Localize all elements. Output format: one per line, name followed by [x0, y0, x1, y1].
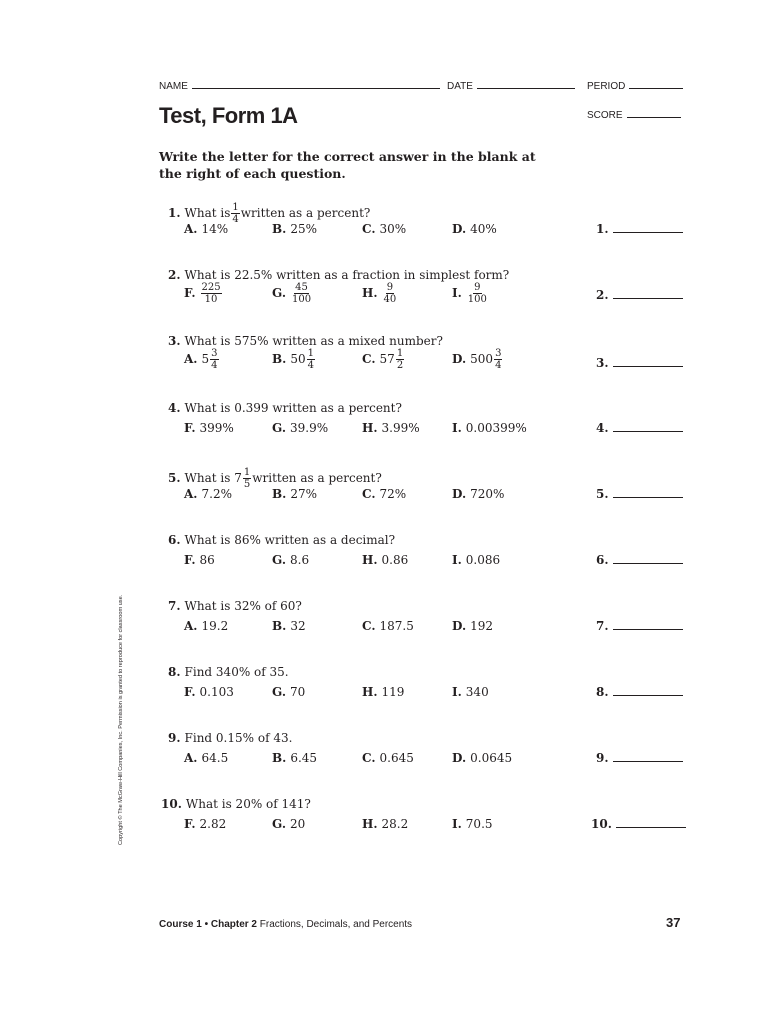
answer-choice	[272, 685, 305, 699]
answer-choice	[452, 348, 503, 371]
answer-choice	[272, 348, 316, 371]
choice-value: 25%	[290, 222, 317, 236]
choice-value: 27%	[290, 487, 317, 501]
question-text: What is 22.5% written as a fraction in simplest form?	[184, 268, 510, 282]
choice-letter: B.	[272, 487, 287, 501]
choice-letter: I.	[452, 286, 462, 300]
choice-value: 7.2%	[201, 487, 232, 501]
choice-value: 399%	[199, 421, 234, 435]
choice-letter: G.	[272, 421, 286, 435]
question-fraction	[243, 467, 251, 490]
question-number: 8.	[168, 665, 181, 679]
choice-letter: C.	[362, 751, 376, 765]
question-text-end: written as a percent?	[252, 471, 382, 485]
question-stem	[168, 401, 402, 415]
choice-letter: D.	[452, 487, 467, 501]
answer-choice	[272, 487, 317, 501]
answer-blank-number: 4.	[596, 421, 609, 435]
answer-choice	[362, 685, 404, 699]
question-text: What is 575% written as a mixed number?	[184, 334, 443, 348]
answer-line[interactable]	[613, 288, 683, 299]
fraction-numerator: 1	[307, 348, 314, 359]
choice-value: 8.6	[290, 553, 310, 567]
question-stem	[168, 665, 289, 679]
choice-letter: H.	[362, 817, 378, 831]
answer-choice	[452, 751, 512, 765]
answer-blank[interactable]	[596, 751, 683, 765]
question-4	[0, 401, 770, 451]
choice-letter: G.	[272, 685, 286, 699]
name-field[interactable]	[159, 80, 440, 92]
answer-choice	[184, 817, 226, 831]
choice-whole: 500	[470, 352, 494, 366]
answer-line[interactable]	[613, 421, 683, 432]
answer-choice	[272, 553, 309, 567]
choice-value: 14%	[201, 222, 229, 236]
question-stem	[168, 334, 443, 348]
choice-value: 0.103	[199, 685, 234, 699]
choice-letter: H.	[362, 421, 378, 435]
choice-value: 3.99%	[381, 421, 420, 435]
date-label: DATE	[447, 81, 473, 92]
question-1	[0, 202, 770, 252]
choice-letter: H.	[362, 286, 378, 300]
answer-choice	[362, 222, 406, 236]
question-10	[0, 797, 770, 847]
fraction-numerator: 1	[232, 202, 239, 213]
answer-choice	[362, 751, 414, 765]
answer-choice	[362, 487, 406, 501]
choice-letter: I.	[452, 817, 462, 831]
fraction-numerator: 45	[295, 282, 308, 293]
choice-letter: G.	[272, 286, 286, 300]
choice-letter: D.	[452, 222, 467, 236]
answer-choice	[272, 282, 313, 305]
choice-letter: F.	[184, 421, 196, 435]
choice-letter: A.	[184, 222, 198, 236]
choice-value: 0.0645	[470, 751, 513, 765]
fraction-numerator: 9	[386, 282, 394, 293]
answer-blank-number: 6.	[596, 553, 609, 567]
period-label: PERIOD	[587, 81, 626, 92]
answer-choice	[452, 487, 504, 501]
answer-blank[interactable]	[596, 619, 683, 633]
answer-choice	[452, 553, 500, 567]
question-number: 9.	[168, 731, 181, 745]
fraction-denominator: 4	[495, 360, 502, 371]
answer-choice	[184, 487, 232, 501]
answer-choice	[272, 817, 305, 831]
choice-value: 0.645	[379, 751, 414, 765]
choice-letter: F.	[184, 553, 196, 567]
choice-letter: C.	[362, 352, 376, 366]
choice-value: 32	[290, 619, 306, 633]
question-3	[0, 334, 770, 384]
question-stem	[161, 797, 311, 811]
answer-choice	[184, 348, 220, 371]
choice-fraction	[494, 348, 502, 371]
footer-chapter: Chapter 2	[210, 919, 257, 930]
question-fraction	[231, 202, 239, 225]
fraction-numerator: 1	[243, 467, 251, 478]
answer-choice	[362, 282, 398, 305]
choice-letter: D.	[452, 619, 467, 633]
fraction-denominator: 5	[243, 479, 251, 490]
answer-line[interactable]	[613, 619, 683, 630]
choice-letter: F.	[184, 286, 196, 300]
date-blank[interactable]	[477, 80, 575, 89]
answer-blank-number: 9.	[596, 751, 609, 765]
choice-whole: 50	[290, 352, 306, 366]
name-label: NAME	[159, 81, 188, 92]
question-text-end: written as a percent?	[240, 206, 371, 220]
question-5	[0, 467, 770, 517]
answer-choice	[362, 553, 408, 567]
choice-letter: C.	[362, 487, 376, 501]
choice-letter: A.	[184, 751, 198, 765]
choice-letter: F.	[184, 685, 196, 699]
choice-whole: 57	[379, 352, 395, 366]
choice-value: 20	[290, 817, 306, 831]
choice-whole: 5	[201, 352, 210, 366]
choice-fraction	[383, 282, 398, 305]
fraction-denominator: 2	[396, 360, 404, 371]
choice-fraction	[396, 348, 404, 371]
choice-letter: C.	[362, 222, 376, 236]
question-number: 4.	[168, 401, 181, 415]
choice-letter: G.	[272, 553, 286, 567]
question-text: What is 20% of 141?	[185, 797, 311, 811]
choice-value: 30%	[379, 222, 407, 236]
choice-value: 70	[290, 685, 306, 699]
question-text: What is 32% of 60?	[184, 599, 302, 613]
question-text: Find 0.15% of 43.	[184, 731, 293, 745]
answer-blank-number: 5.	[596, 487, 609, 501]
date-field[interactable]	[447, 80, 575, 92]
fraction-numerator: 3	[211, 348, 218, 359]
question-number: 5.	[168, 471, 181, 485]
choice-letter: H.	[362, 553, 378, 567]
question-number: 10.	[161, 797, 182, 811]
choice-value: 6.45	[290, 751, 318, 765]
score-field[interactable]	[587, 109, 681, 121]
answer-blank[interactable]	[596, 356, 683, 370]
answer-line[interactable]	[613, 751, 683, 762]
choice-value: 0.86	[381, 553, 409, 567]
choice-letter: H.	[362, 685, 378, 699]
choice-letter: G.	[272, 817, 286, 831]
choice-value: 0.00399%	[465, 421, 527, 435]
choice-letter: A.	[184, 352, 198, 366]
question-text: What is 7	[184, 471, 242, 485]
fraction-denominator: 100	[467, 294, 487, 305]
answer-choice	[452, 685, 489, 699]
answer-line[interactable]	[613, 553, 683, 564]
answer-choice	[184, 421, 234, 435]
answer-blank-number: 10.	[591, 817, 612, 831]
instructions: Write the letter for the correct answer in the blank at the right of each question.	[159, 149, 536, 181]
answer-choice	[452, 421, 527, 435]
choice-value: 40%	[470, 222, 497, 236]
fraction-numerator: 225	[201, 282, 221, 293]
page-title: Test, Form 1A	[159, 103, 298, 128]
choice-value: 70.5	[465, 817, 493, 831]
answer-blank[interactable]	[596, 487, 683, 501]
question-stem	[168, 599, 302, 613]
answer-blank[interactable]	[596, 288, 683, 302]
choice-value: 0.086	[465, 553, 501, 567]
fraction-denominator: 40	[383, 294, 397, 305]
question-number: 2.	[168, 268, 181, 282]
choice-letter: B.	[272, 222, 287, 236]
footer	[159, 919, 412, 930]
answer-line[interactable]	[613, 222, 683, 233]
fraction-numerator: 1	[396, 348, 404, 359]
choice-value: 187.5	[379, 619, 414, 633]
choice-fraction	[210, 348, 218, 371]
choice-fraction	[291, 282, 312, 305]
footer-course: Course 1	[159, 919, 202, 930]
question-number: 1.	[168, 206, 181, 220]
choice-letter: D.	[452, 352, 467, 366]
choice-fraction	[467, 282, 488, 305]
choice-letter: B.	[272, 751, 287, 765]
score-blank[interactable]	[627, 109, 681, 118]
answer-choice	[362, 421, 420, 435]
choice-value: 19.2	[201, 619, 229, 633]
answer-blank[interactable]	[591, 817, 686, 831]
footer-subject: Fractions, Decimals, and Percents	[259, 919, 413, 930]
answer-blank[interactable]	[596, 553, 683, 567]
question-text: What is	[184, 206, 231, 220]
answer-blank-number: 7.	[596, 619, 609, 633]
answer-choice	[272, 751, 317, 765]
choice-value: 86	[199, 553, 215, 567]
choice-value: 340	[465, 685, 489, 699]
answer-line[interactable]	[613, 487, 683, 498]
score-label: SCORE	[587, 110, 623, 121]
choice-letter: D.	[452, 751, 467, 765]
fraction-denominator: 10	[204, 294, 218, 305]
fraction-denominator: 4	[211, 360, 218, 371]
choice-value: 2.82	[199, 817, 227, 831]
answer-choice	[272, 421, 328, 435]
copyright-notice: Copyright © The McGraw-Hill Companies, Inc. Permission is granted to reproduce for classroom use.	[118, 594, 124, 845]
choice-letter: I.	[452, 421, 462, 435]
question-2	[0, 268, 770, 318]
footer-bullet: •	[204, 919, 209, 930]
answer-blank-number: 2.	[596, 288, 609, 302]
question-number: 6.	[168, 533, 181, 547]
answer-choice	[362, 619, 414, 633]
answer-choice	[452, 619, 493, 633]
answer-line[interactable]	[616, 817, 686, 828]
fraction-denominator: 4	[307, 360, 314, 371]
question-stem	[168, 533, 395, 547]
answer-choice	[184, 222, 228, 236]
choice-letter: I.	[452, 553, 462, 567]
answer-blank[interactable]	[596, 421, 683, 435]
question-9	[0, 731, 770, 781]
period-blank[interactable]	[629, 80, 683, 89]
choice-fraction	[307, 348, 315, 371]
answer-blank[interactable]	[596, 685, 683, 699]
question-number: 3.	[168, 334, 181, 348]
answer-blank-number: 1.	[596, 222, 609, 236]
choice-value: 119	[381, 685, 405, 699]
answer-choice	[184, 282, 223, 305]
answer-choice	[452, 222, 497, 236]
answer-choice	[184, 619, 228, 633]
question-7	[0, 599, 770, 649]
choice-value: 720%	[470, 487, 505, 501]
answer-choice	[452, 817, 493, 831]
question-text: What is 86% written as a decimal?	[184, 533, 396, 547]
question-number: 7.	[168, 599, 181, 613]
fraction-denominator: 100	[292, 294, 312, 305]
answer-blank[interactable]	[596, 222, 683, 236]
choice-value: 192	[470, 619, 494, 633]
fraction-denominator: 4	[232, 214, 239, 225]
choice-letter: B.	[272, 352, 287, 366]
answer-choice	[362, 348, 405, 371]
choice-value: 39.9%	[290, 421, 329, 435]
question-text: Find 340% of 35.	[184, 665, 289, 679]
answer-line[interactable]	[613, 685, 683, 696]
choice-fraction	[201, 282, 222, 305]
choice-letter: I.	[452, 685, 462, 699]
question-6	[0, 533, 770, 583]
choice-letter: F.	[184, 817, 196, 831]
choice-letter: B.	[272, 619, 287, 633]
period-field[interactable]	[587, 80, 683, 92]
answer-choice	[184, 751, 228, 765]
choice-letter: A.	[184, 487, 198, 501]
answer-choice	[272, 619, 306, 633]
question-8	[0, 665, 770, 715]
answer-blank-number: 3.	[596, 356, 609, 370]
question-stem	[168, 731, 292, 745]
choice-value: 64.5	[201, 751, 229, 765]
fraction-numerator: 3	[495, 348, 502, 359]
answer-choice	[184, 685, 234, 699]
answer-choice	[362, 817, 408, 831]
choice-value: 72%	[379, 487, 407, 501]
page-number: 37	[666, 915, 681, 930]
choice-letter: C.	[362, 619, 376, 633]
answer-choice	[452, 282, 489, 305]
fraction-numerator: 9	[474, 282, 481, 293]
answer-choice	[272, 222, 317, 236]
answer-line[interactable]	[613, 356, 683, 367]
choice-value: 28.2	[381, 817, 409, 831]
name-blank[interactable]	[192, 80, 440, 89]
answer-choice	[184, 553, 215, 567]
question-text: What is 0.399 written as a percent?	[184, 401, 402, 415]
choice-letter: A.	[184, 619, 198, 633]
answer-blank-number: 8.	[596, 685, 609, 699]
question-stem	[168, 268, 509, 282]
